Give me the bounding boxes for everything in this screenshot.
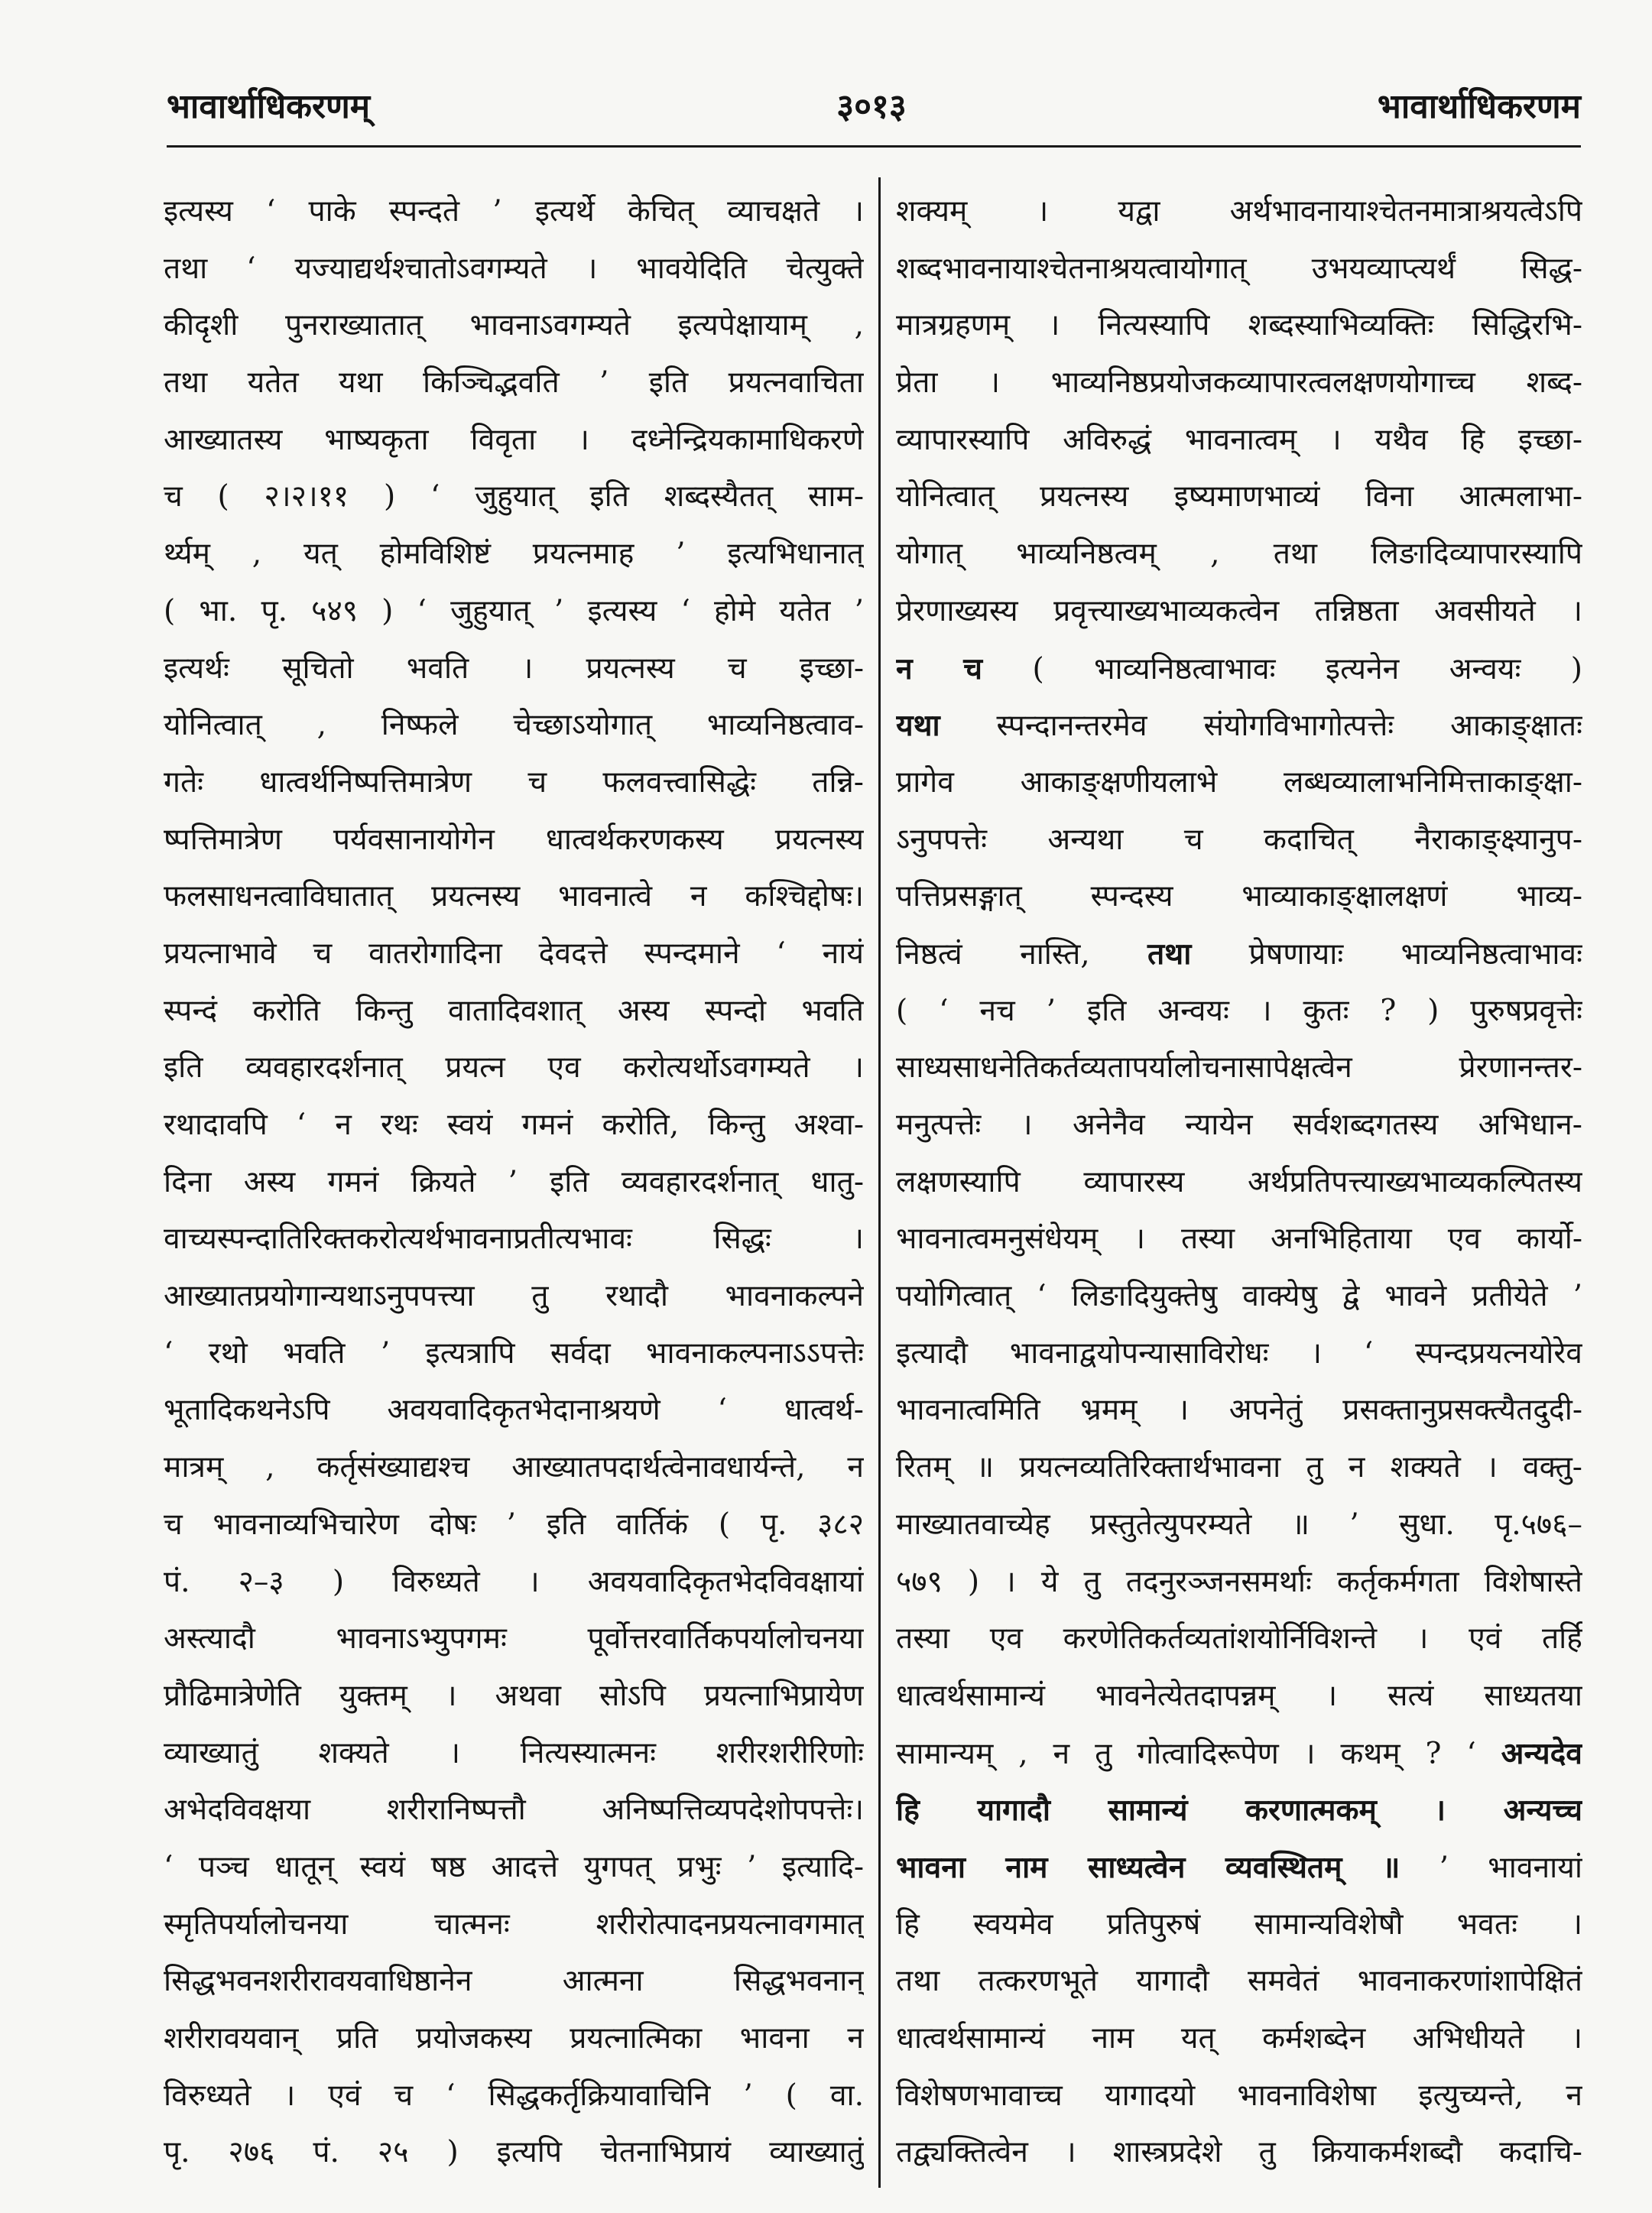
- text-segment: ( ‘ नच ’ इति अन्वयः । कुतः ? ) पुरुषप्रवृत्तेः: [896, 993, 1582, 1028]
- text-segment: भावनात्वमनुसंधेयम् । तस्या अनभिहिताया एव कार्यो-: [896, 1222, 1582, 1257]
- text-segment: ‘ पञ्च धातून् स्वयं षष्ठ आदत्ते युगपत् प्रभुः ’ इत्यादि-: [164, 1849, 864, 1884]
- text-segment: ऽनुपपत्तेः अन्यथा च कदाचित् नैराकाङ्क्ष्यानुप-: [896, 822, 1582, 857]
- text-line: [896, 1782, 1582, 1839]
- text-line: [896, 1953, 1582, 2010]
- text-segment: प्रेरणाख्यस्य प्रवृत्त्याख्यभाव्यकत्वेन तन्निष्ठता अवसीयते ।: [896, 593, 1582, 628]
- text-line: [164, 1497, 864, 1554]
- text-segment: योनित्वात् प्रयत्नस्य इष्यमाणभाव्यं विना आत्मलाभा-: [896, 479, 1582, 514]
- text-segment: आख्यातप्रयोगान्यथाऽनुपपत्त्या तु रथादौ भावनाकल्पने: [164, 1279, 864, 1314]
- text-line: [164, 1097, 864, 1154]
- text-segment: दिना अस्य गमनं क्रियते ’ इति व्यवहारदर्शनात् धातु-: [164, 1164, 864, 1199]
- text-line: [896, 1554, 1582, 1611]
- text-line: [164, 926, 864, 983]
- text-line: [164, 1439, 864, 1497]
- text-segment: च ( २।२।११ ) ‘ जुहुयात् इति शब्दस्यैतत् साम-: [164, 479, 864, 514]
- text-line: [896, 2124, 1582, 2182]
- text-segment: ( भा. पृ. ५४९ ) ‘ जुहुयात् ’ इत्यस्य ‘ होमे यतेत ’: [164, 593, 864, 628]
- column-divider: [878, 177, 881, 2188]
- left-text-column: [164, 183, 864, 2186]
- text-segment: प्रागेव आकाङ्क्षणीयलाभे लब्धव्यालाभनिमित्ताकाङ्क्षा-: [896, 764, 1582, 800]
- text-segment: शरीरावयवान् प्रति प्रयोजकस्य प्रयत्नात्मिका भावना न: [164, 2021, 864, 2056]
- text-line: [896, 469, 1582, 526]
- text-segment: तथा यतेत यथा किञ्चिद्भवति ’ इति प्रयत्नवाचिता: [164, 365, 864, 401]
- text-segment: कीदृशी पुनराख्यातात् भावनाऽवगम्यते इत्यपेक्षायाम् ,: [164, 308, 864, 343]
- text-segment: ( भाव्यनिष्ठत्वाभावः इत्यनेन अन्वयः ): [982, 651, 1582, 686]
- text-line: [896, 868, 1582, 926]
- text-line: [164, 412, 864, 469]
- text-line: [896, 526, 1582, 583]
- text-segment: माख्यातवाच्येह प्रस्तुतेत्युपरम्यते ॥ ’ सुधा. पृ.५७६–: [896, 1507, 1582, 1542]
- text-line: [164, 241, 864, 298]
- text-line: [164, 812, 864, 869]
- text-line: [896, 1382, 1582, 1439]
- text-line: [164, 754, 864, 812]
- text-segment: लक्षणस्यापि व्यापारस्य अर्थप्रतिपत्त्याख्यभाव्यकल्पितस्य: [896, 1164, 1582, 1199]
- text-line: [164, 355, 864, 412]
- text-segment: शक्यम् । यद्वा अर्थभावनायाश्चेतनमात्राश्रयत्वेऽपि: [896, 194, 1582, 229]
- text-line: [164, 183, 864, 241]
- text-segment: इत्यस्य ‘ पाके स्पन्दते ’ इत्यर्थे केचित् व्याचक्षते ।: [164, 194, 864, 229]
- text-segment: इत्यादौ भावनाद्वयोपन्यासाविरोधः । ‘ स्पन्दप्रयत्नयोरेव: [896, 1335, 1582, 1371]
- header-rule: [167, 145, 1581, 148]
- bold-text-segment: अन्यदेव: [1501, 1735, 1582, 1771]
- running-header-left: भावार्थाधिकरणम्: [167, 87, 371, 126]
- text-line: [896, 641, 1582, 698]
- text-line: [164, 1839, 864, 1897]
- text-segment: प्रेता । भाव्यनिष्ठप्रयोजकव्यापारत्वलक्षणयोगाच्च शब्द-: [896, 365, 1582, 401]
- text-line: [164, 2124, 864, 2182]
- text-line: [164, 2068, 864, 2125]
- text-line: [164, 469, 864, 526]
- text-segment: च भावनाव्यभिचारेण दोषः ’ इति वार्तिकं ( पृ. ३८२: [164, 1507, 864, 1542]
- text-segment: ‘ रथो भवति ’ इत्यत्रापि सर्वदा भावनाकल्पनाऽऽपत्तेः: [164, 1335, 864, 1371]
- text-segment: धात्वर्थसामान्यं नाम यत् कर्मशब्देन अभिधीयते ।: [896, 2021, 1582, 2056]
- text-line: [896, 697, 1582, 754]
- text-segment: आख्यातस्य भाष्यकृता विवृता । दध्नेन्द्रियकामाधिकरणे: [164, 422, 864, 457]
- right-text-column: [896, 183, 1582, 2186]
- text-line: [164, 641, 864, 698]
- text-segment: प्रयत्नाभावे च वातरोगादिना देवदत्ते स्पन्दमाने ‘ नायं: [164, 936, 864, 971]
- text-segment: मात्रग्रहणम् । नित्यस्यापि शब्दस्याभिव्यक्तिः सिद्धिरभि-: [896, 308, 1582, 343]
- text-segment: प्रेषणायाः भाव्यनिष्ठत्वाभावः: [1191, 936, 1582, 972]
- text-line: [896, 2068, 1582, 2125]
- text-segment: गतेः धात्वर्थनिष्पत्तिमात्रेण च फलवत्त्वासिद्धेः तन्नि-: [164, 764, 864, 800]
- text-line: [164, 1554, 864, 1611]
- text-line: [896, 1154, 1582, 1212]
- text-segment: पं. २–३ ) विरुध्यते । अवयवादिकृतभेदविवक्षायां: [164, 1564, 864, 1599]
- text-line: [164, 697, 864, 754]
- text-line: [164, 1668, 864, 1725]
- text-segment: शब्दभावनायाश्चेतनाश्रयत्वायोगात् उभयव्याप्त्यर्थं सिद्ध-: [896, 251, 1582, 286]
- page-number: ३०१३: [836, 87, 907, 126]
- text-segment: निष्ठत्वं नास्ति,: [896, 936, 1148, 972]
- text-line: [164, 1040, 864, 1097]
- text-line: [896, 1497, 1582, 1554]
- text-segment: व्यापारस्यापि अविरुद्धं भावनात्वम् । यथैव हि इच्छा-: [896, 422, 1582, 457]
- text-line: [896, 1211, 1582, 1268]
- bold-text-segment: यथा: [896, 708, 940, 744]
- text-segment: प्रौढिमात्रेणेति युक्तम् । अथवा सोऽपि प्रयत्नाभिप्रायेण: [164, 1678, 864, 1713]
- text-line: [164, 1782, 864, 1839]
- bold-text-segment: तथा: [1147, 936, 1192, 972]
- text-line: [896, 1097, 1582, 1154]
- text-segment: मात्रम् , कर्तृसंख्याद्यश्च आख्यातपदार्थत्वेनावधार्यन्ते, न: [164, 1450, 864, 1485]
- text-line: [164, 1897, 864, 1954]
- text-segment: योगात् भाव्यनिष्ठत्वम् , तथा लिङादिव्यापारस्यापि: [896, 537, 1582, 572]
- text-segment: अस्त्यादौ भावनाऽभ्युपगमः पूर्वोत्तरवार्तिकपर्यालोचनया: [164, 1621, 864, 1657]
- text-line: [896, 1326, 1582, 1383]
- text-segment: इत्यर्थः सूचितो भवति । प्रयत्नस्य च इच्छा-: [164, 651, 864, 686]
- text-line: [896, 241, 1582, 298]
- text-segment: रथादावपि ‘ न रथः स्वयं गमनं करोति, किन्तु अश्वा-: [164, 1108, 864, 1142]
- text-line: [896, 983, 1582, 1040]
- text-line: [896, 1668, 1582, 1725]
- text-line: [896, 2010, 1582, 2068]
- text-segment: पयोगित्वात् ‘ लिङादियुक्तेषु वाक्येषु द्वे भावने प्रतीयेते ’: [896, 1279, 1582, 1314]
- text-line: [164, 2010, 864, 2068]
- bold-text-segment: भावना नाम साध्यत्वेन व्यवस्थितम् ॥: [896, 1849, 1400, 1885]
- text-line: [896, 926, 1582, 983]
- text-line: [164, 1382, 864, 1439]
- text-segment: हि स्वयमेव प्रतिपुरुषं सामान्यविशेषौ भवतः ।: [896, 1906, 1582, 1942]
- text-line: [164, 983, 864, 1040]
- text-segment: ’ भावनायां: [1400, 1850, 1582, 1885]
- text-segment: तथा तत्करणभूते यागादौ समवेतं भावनाकरणांशापेक्षितं: [896, 1964, 1582, 1999]
- text-segment: भूतादिकथनेऽपि अवयवादिकृतभेदानाश्रयणे ‘ धात्वर्थ-: [164, 1393, 864, 1428]
- text-line: [896, 1611, 1582, 1668]
- text-segment: ५७९ ) । ये तु तदनुरञ्जनसमर्थाः कर्तृकर्मगता विशेषास्ते: [896, 1564, 1582, 1599]
- text-segment: साध्यसाधनेतिकर्तव्यतापर्यालोचनासापेक्षत्वेन प्रेरणानन्तर-: [896, 1050, 1582, 1085]
- text-segment: र्थ्यम् , यत् होमविशिष्टं प्रयत्नमाह ’ इत्यभिधानात्: [164, 537, 864, 572]
- text-line: [164, 1611, 864, 1668]
- text-segment: पत्तिप्रसङ्गात् स्पन्दस्य भाव्याकाङ्क्षालक्षणं भाव्य-: [896, 879, 1582, 914]
- text-line: [164, 526, 864, 583]
- text-line: [896, 812, 1582, 869]
- text-segment: इति व्यवहारदर्शनात् प्रयत्न एव करोत्यर्थोऽवगम्यते ।: [164, 1050, 864, 1085]
- text-line: [164, 1326, 864, 1383]
- text-segment: रितम् ॥ प्रयत्नव्यतिरिक्तार्थभावना तु न शक्यते । वक्तु-: [896, 1450, 1582, 1485]
- text-segment: स्पन्दानन्तरमेव संयोगविभागोत्पत्तेः आकाङ्क्षातः: [940, 709, 1582, 744]
- bold-text-segment: हि यागादौ सामान्यं करणात्मकम् । अन्यच्च: [896, 1793, 1582, 1828]
- text-segment: स्पन्दं करोति किन्तु वातादिवशात् अस्य स्पन्दो भवति: [164, 993, 864, 1028]
- text-segment: तथा ‘ यज्याद्यर्थश्चातोऽवगम्यते । भावयेदिति चेत्युक्ते: [164, 251, 864, 286]
- text-line: [896, 297, 1582, 355]
- text-line: [896, 412, 1582, 469]
- text-line: [164, 1211, 864, 1268]
- text-segment: तस्या एव करणेतिकर्तव्यतांशयोर्निविशन्ते । एवं तर्हि: [896, 1621, 1582, 1657]
- text-line: [164, 1268, 864, 1326]
- text-segment: सामान्यम् , न तु गोत्वादिरूपेण । कथम् ? ‘: [896, 1736, 1501, 1771]
- text-line: [896, 1040, 1582, 1097]
- text-line: [164, 1725, 864, 1783]
- text-segment: भावनात्वमिति भ्रमम् । अपनेतुं प्रसक्तानुप्रसक्त्यैतदुदी-: [896, 1393, 1582, 1428]
- text-segment: व्याख्यातुं शक्यते । नित्यस्यात्मनः शरीरशरीरिणोः: [164, 1735, 864, 1770]
- text-segment: अभेदविवक्षया शरीरानिष्पत्तौ अनिष्पत्तिव्यपदेशोपपत्तेः।: [164, 1793, 864, 1828]
- text-line: [896, 583, 1582, 641]
- text-segment: ष्पत्तिमात्रेण पर्यवसानायोगेन धात्वर्थकरणकस्य प्रयत्नस्य: [164, 822, 864, 857]
- text-line: [896, 183, 1582, 241]
- text-line: [896, 1897, 1582, 1954]
- text-segment: तद्व्यक्तित्वेन । शास्त्रप्रदेशे तु क्रियाकर्मशब्दौ कदाचि-: [896, 2135, 1582, 2170]
- text-segment: मनुत्पत्तेः । अनेनैव न्यायेन सर्वशब्दगतस्य अभिधान-: [896, 1108, 1582, 1142]
- text-segment: धात्वर्थसामान्यं भावनेत्येतदापन्नम् । सत्यं साध्यतया: [896, 1678, 1582, 1713]
- running-header-right: भावार्थाधिकरणम: [1377, 87, 1581, 126]
- text-segment: पृ. २७६ पं. २५ ) इत्यपि चेतनाभिप्रायं व्याख्यातुं: [164, 2135, 864, 2170]
- text-line: [896, 1839, 1582, 1897]
- text-line: [164, 297, 864, 355]
- text-line: [896, 1268, 1582, 1326]
- text-segment: विशेषणभावाच्च यागादयो भावनाविशेषा इत्युच्यन्ते, न: [896, 2078, 1582, 2113]
- text-line: [164, 868, 864, 926]
- text-segment: विरुध्यते । एवं च ‘ सिद्धकर्तृक्रियावाचिनि ’ ( वा.: [164, 2078, 864, 2113]
- text-segment: सिद्धभवनशरीरावयवाधिष्ठानेन आत्मना सिद्धभवनान्: [164, 1964, 864, 1999]
- text-segment: फलसाधनत्वाविघातात् प्रयत्नस्य भावनात्वे न कश्चिद्दोषः।: [164, 879, 864, 914]
- text-line: [896, 754, 1582, 812]
- text-line: [164, 1953, 864, 2010]
- text-segment: योनित्वात् , निष्फले चेच्छाऽयोगात् भाव्यनिष्ठत्वाव-: [164, 708, 864, 743]
- text-line: [164, 583, 864, 641]
- text-line: [896, 1725, 1582, 1783]
- text-line: [896, 1439, 1582, 1497]
- text-line: [164, 1154, 864, 1212]
- text-segment: स्मृतिपर्यालोचनया चात्मनः शरीरोत्पादनप्रयत्नावगमात्: [164, 1906, 864, 1942]
- text-segment: वाच्यस्पन्दातिरिक्तकरोत्यर्थभावनाप्रतीत्यभावः सिद्धः ।: [164, 1222, 864, 1257]
- bold-text-segment: न च: [896, 651, 983, 686]
- text-line: [896, 355, 1582, 412]
